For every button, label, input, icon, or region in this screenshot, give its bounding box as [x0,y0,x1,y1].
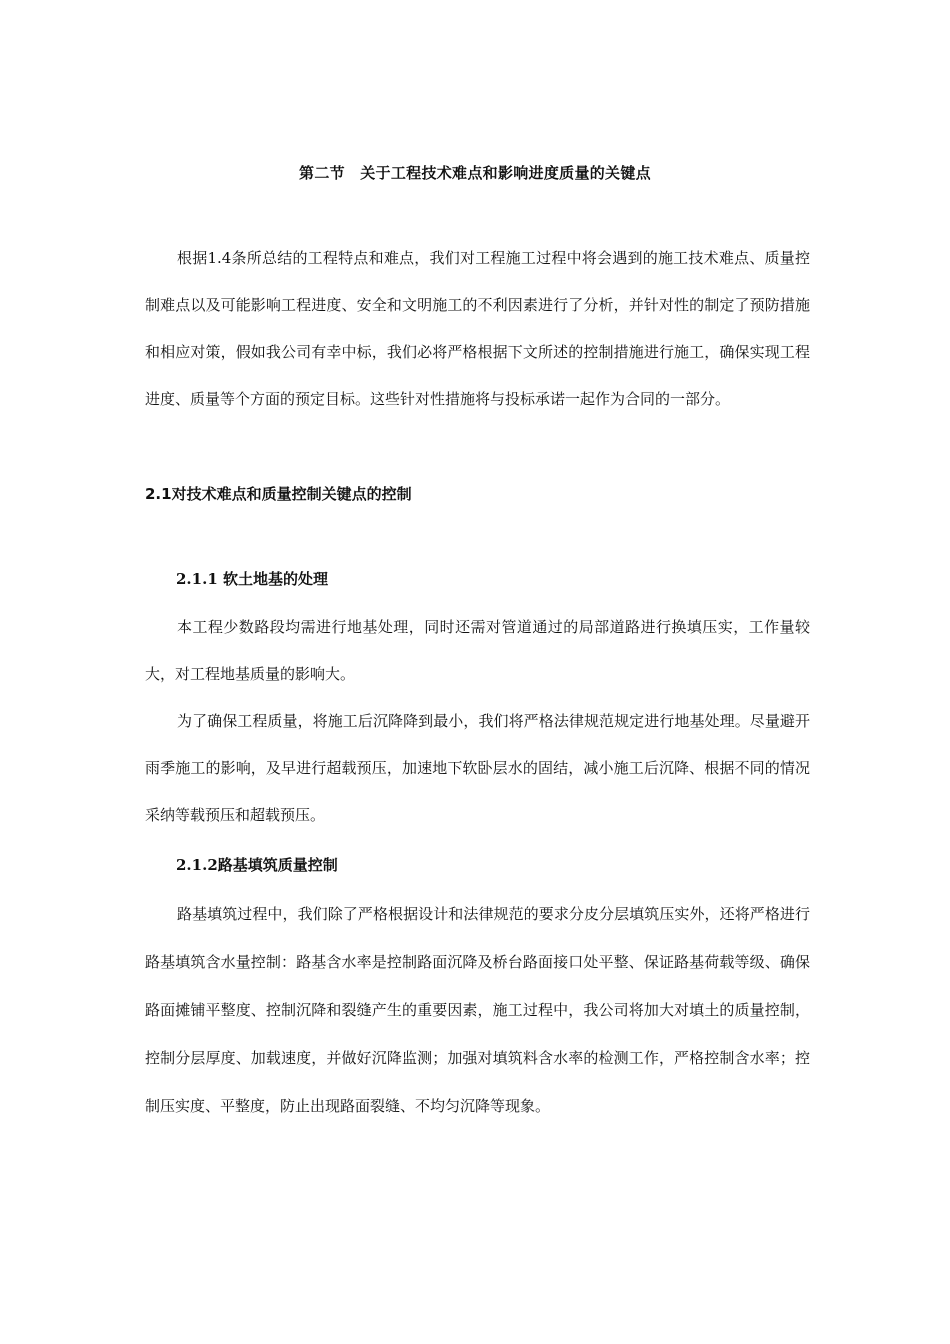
section-title: 第二节 关于工程技术难点和影响进度质量的关键点 [299,164,651,182]
heading-2-1: 2.1对技术难点和质量控制关键点的控制 [145,485,412,503]
soft-soil-block [145,604,810,839]
intro-block [145,235,810,423]
subgrade-paragraph: 路基填筑过程中，我们除了严格根据设计和法律规范的要求分皮分层填筑压实外，还将严格进行路基填筑含水量控制：路基含水率是控制路面沉降及桥台路面接口处平整、保证路基荷载等级、确保路面摊铺平整度、控制沉降和裂缝产生的重要因素，施工过程中，我公司将加大对填土的质量控制，控制分层厚度、加载速度，并做好沉降监测；加强对填筑料含水率的检测工作，严格控制含水率；控制压实度、平整度，防止出现路面裂缝、不均匀沉降等现象。 [145,905,810,1115]
subgrade-block [145,890,810,1130]
heading-2-1-2: 2.1.2路基填筑质量控制 [176,856,338,874]
soft-soil-paragraph-2: 为了确保工程质量，将施工后沉降降到最小，我们将严格法律规范规定进行地基处理。尽量避开雨季施工的影响，及早进行超载预压，加速地下软卧层水的固结，减小施工后沉降、根据不同的情况采纳等载预压和超载预压。 [145,712,810,824]
intro-paragraph: 根据1.4条所总结的工程特点和难点，我们对工程施工过程中将会遇到的施工技术难点、质量控制难点以及可能影响工程进度、安全和文明施工的不利因素进行了分析，并针对性的制定了预防措施和相应对策，假如我公司有幸中标，我们必将严格根据下文所述的控制措施进行施工，确保实现工程进度、质量等个方面的预定目标。这些针对性措施将与投标承诺一起作为合同的一部分。 [145,249,810,408]
heading-2-1-1: 2.1.1 软土地基的处理 [176,570,328,588]
soft-soil-paragraph-1: 本工程少数路段均需进行地基处理，同时还需对管道通过的局部道路进行换填压实，工作量较大，对工程地基质量的影响大。 [145,618,810,683]
